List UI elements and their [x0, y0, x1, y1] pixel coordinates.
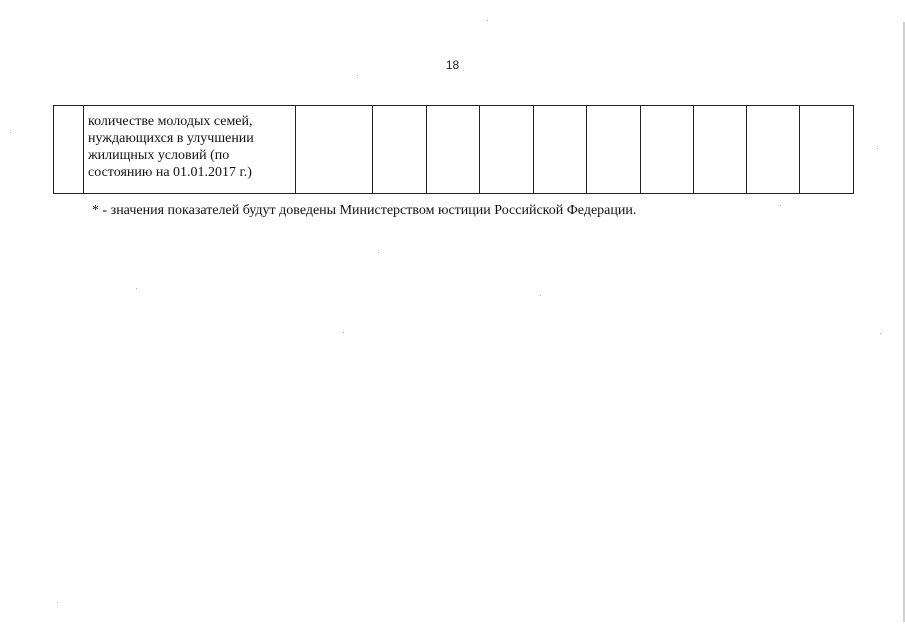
scan-speck: [487, 20, 488, 21]
value-cell: [427, 106, 480, 194]
value-cell: [534, 106, 587, 194]
scan-speck: [540, 295, 541, 296]
value-cell: [296, 106, 373, 194]
value-cell: [800, 106, 854, 194]
value-cell: [747, 106, 800, 194]
row-number-cell: [54, 106, 84, 194]
table-row: [54, 106, 854, 194]
scan-speck: [780, 205, 781, 206]
scan-speck: [357, 75, 358, 76]
value-cell: [694, 106, 747, 194]
indicator-table: [53, 105, 854, 194]
scan-speck: [877, 148, 878, 149]
indicator-name-cell: количестве молодых семей, нуждающихся в улучшении жилищных условий (по состоянию на 01.01.2017 г.): [84, 106, 296, 194]
scan-speck: [57, 602, 58, 603]
value-cell: [373, 106, 427, 194]
page-number: 18: [445, 58, 460, 72]
scan-speck: [136, 288, 137, 289]
value-cell: [480, 106, 534, 194]
scan-speck: [10, 132, 11, 133]
footnote: * - значения показателей будут доведены Министерством юстиции Российской Федерации.: [92, 203, 637, 218]
scan-speck: [343, 332, 344, 333]
scan-speck: [880, 333, 881, 334]
scan-speck: [378, 252, 379, 253]
value-cell: [641, 106, 694, 194]
value-cell: [587, 106, 641, 194]
